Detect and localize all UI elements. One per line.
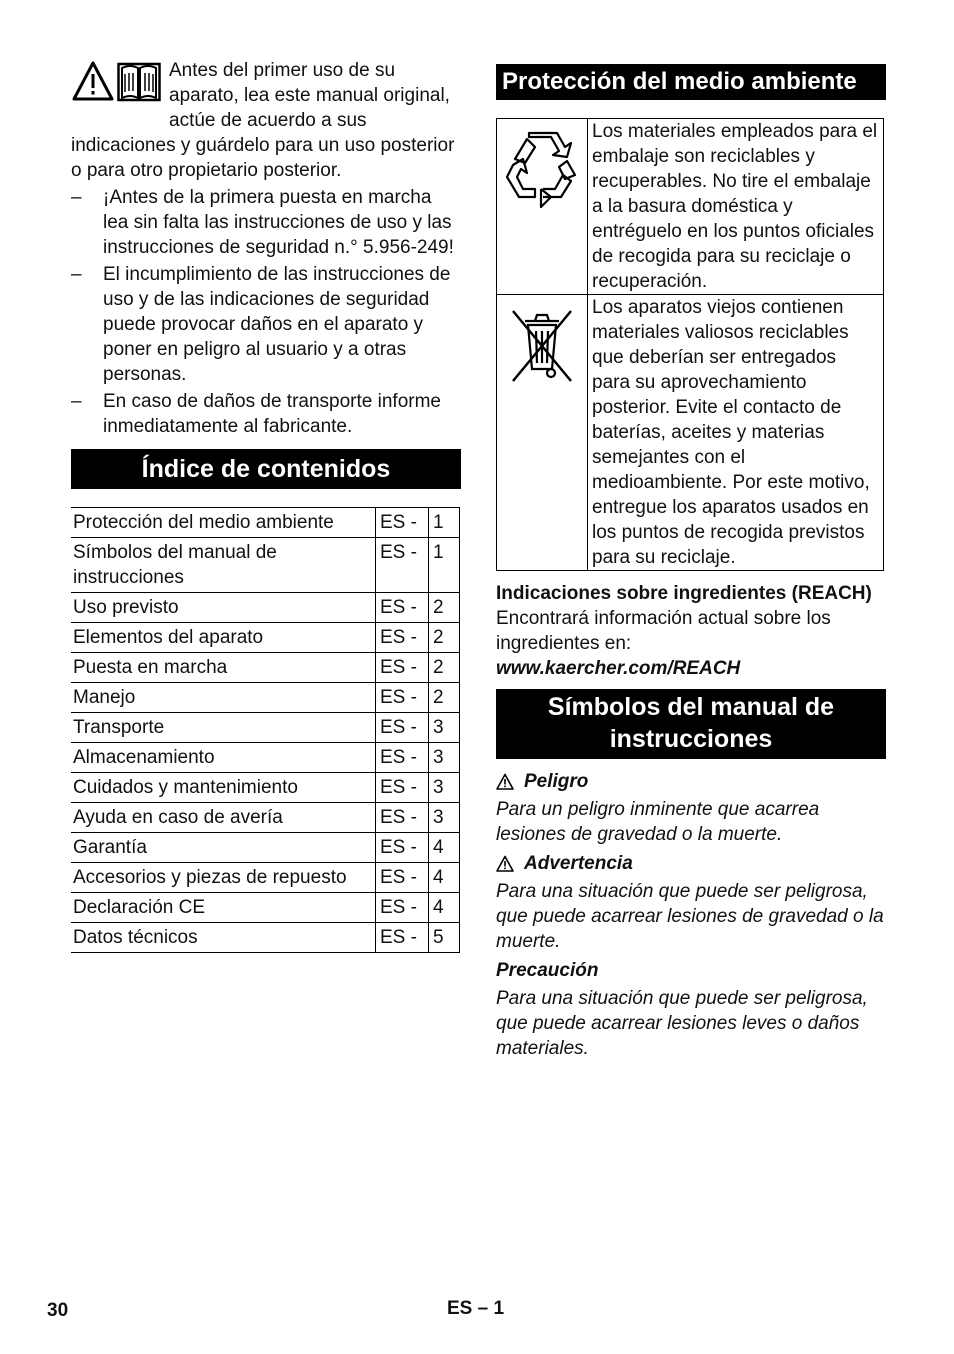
manual-book-icon xyxy=(117,60,161,102)
toc-row xyxy=(71,863,460,893)
toc-row xyxy=(71,508,460,538)
toc-row-lang: ES - xyxy=(376,508,429,538)
toc-row xyxy=(71,803,460,833)
toc-row-label: Transporte xyxy=(71,713,376,743)
warning-triangle-icon xyxy=(496,773,514,790)
toc-row-lang: ES - xyxy=(376,833,429,863)
environment-title: Protección del medio ambiente xyxy=(496,64,886,100)
toc-row xyxy=(71,773,460,803)
page-number: 30 xyxy=(47,1300,69,1321)
toc-row-label: Elementos del aparato xyxy=(71,623,376,653)
toc-row xyxy=(71,538,460,593)
toc-row-lang: ES - xyxy=(376,863,429,893)
crossed-bin-icon xyxy=(509,307,575,385)
toc-row xyxy=(71,713,460,743)
danger-text: Para un peligro inminente que acarrea lesiones de gravedad o la muerte. xyxy=(496,799,820,845)
caution-label: Precaución xyxy=(496,960,599,981)
recycle-icon-cell xyxy=(497,119,588,295)
toc-row-lang: ES - xyxy=(376,683,429,713)
toc-row-label: Declaración CE xyxy=(71,893,376,923)
recycle-row xyxy=(497,119,884,295)
toc-row-label: Protección del medio ambiente xyxy=(71,508,376,538)
intro-icons xyxy=(71,60,161,110)
toc-row-page: 1 xyxy=(429,508,460,538)
intro-bullet-list xyxy=(71,185,461,439)
toc-row-lang: ES - xyxy=(376,773,429,803)
intro-bullet: – ¡Antes de la primera puesta en marcha lea sin falta las instrucciones de uso y las instrucciones de seguridad n.° 5.956-249! xyxy=(71,185,461,260)
toc-row-label: Uso previsto xyxy=(71,593,376,623)
toc-row-page: 3 xyxy=(429,773,460,803)
warning-text: Para una situación que puede ser peligrosa, que puede acarrear lesiones de gravedad o la muerte. xyxy=(496,881,884,952)
reach-link[interactable]: www.kaercher.com/REACH xyxy=(496,658,741,679)
intro-block xyxy=(71,58,461,183)
toc-row-page: 1 xyxy=(429,538,460,593)
toc-row-page: 3 xyxy=(429,713,460,743)
toc-table xyxy=(71,507,460,953)
lang-page-label: ES – 1 xyxy=(447,1298,505,1319)
toc-row-lang: ES - xyxy=(376,803,429,833)
toc-row xyxy=(71,623,460,653)
toc-row xyxy=(71,923,460,953)
recycle-icon xyxy=(505,131,579,211)
weee-icon-cell xyxy=(497,295,588,571)
intro-text: Antes del primer uso de su aparato, lea este manual original, actúe de acuerdo a sus indicaciones y guárdelo para un uso posterior o para otro propietario posterior. xyxy=(71,60,455,181)
environment-table xyxy=(496,118,884,571)
reach-heading: Indicaciones sobre ingredientes (REACH) xyxy=(496,583,872,604)
toc-row xyxy=(71,893,460,923)
reach-text: Encontrará información actual sobre los ingredientes en: xyxy=(496,608,831,654)
toc-row-page: 2 xyxy=(429,623,460,653)
toc-row-label: Almacenamiento xyxy=(71,743,376,773)
toc-row-label: Puesta en marcha xyxy=(71,653,376,683)
caution-text: Para una situación que puede ser peligrosa, que puede acarrear lesiones leves o daños materiales. xyxy=(496,988,868,1059)
weee-text: Los aparatos viejos contienen materiales valiosos reciclables que deberían ser entregados para su aprovechamiento posterior. Evite el contacto de baterías, aceites y materias semejantes con el medioambiente. Por este motivo, entregue los aparatos usados en los puntos de recogida previstos para su reciclaje. xyxy=(588,295,884,571)
toc-row-label: Datos técnicos xyxy=(71,923,376,953)
toc-row-label: Símbolos del manual de instrucciones xyxy=(71,538,376,593)
toc-row-page: 2 xyxy=(429,593,460,623)
weee-row xyxy=(497,295,884,571)
toc-row-label: Ayuda en caso de avería xyxy=(71,803,376,833)
toc-row-lang: ES - xyxy=(376,713,429,743)
toc-row-label: Accesorios y piezas de repuesto xyxy=(71,863,376,893)
warning-label: Advertencia xyxy=(524,853,633,874)
toc-row xyxy=(71,743,460,773)
toc-title: Índice de contenidos xyxy=(71,449,461,489)
toc-row-page: 4 xyxy=(429,893,460,923)
toc-row-label: Manejo xyxy=(71,683,376,713)
warning-triangle-icon xyxy=(496,855,514,872)
toc-row-lang: ES - xyxy=(376,538,429,593)
toc-row-lang: ES - xyxy=(376,593,429,623)
left-column xyxy=(71,58,461,953)
toc-row-lang: ES - xyxy=(376,923,429,953)
toc-row-page: 3 xyxy=(429,743,460,773)
toc-row-lang: ES - xyxy=(376,743,429,773)
toc-row xyxy=(71,833,460,863)
danger-heading xyxy=(496,769,886,794)
intro-bullet: – El incumplimiento de las instrucciones de uso y de las indicaciones de seguridad puede provocar daños en el aparato y poner en peligro al usuario y a otras personas. xyxy=(71,262,461,387)
toc-row-label: Garantía xyxy=(71,833,376,863)
toc-row-page: 3 xyxy=(429,803,460,833)
toc-row xyxy=(71,653,460,683)
toc-row-page: 2 xyxy=(429,683,460,713)
toc-row xyxy=(71,683,460,713)
toc-row-page: 4 xyxy=(429,833,460,863)
toc-row xyxy=(71,593,460,623)
symbols-title: Símbolos del manual de instrucciones xyxy=(496,689,886,759)
toc-row-page: 2 xyxy=(429,653,460,683)
intro-bullet: – En caso de daños de transporte informe inmediatamente al fabricante. xyxy=(71,389,461,439)
toc-row-page: 4 xyxy=(429,863,460,893)
recycle-text: Los materiales empleados para el embalaje son reciclables y recuperables. No tire el embalaje a la basura doméstica y entréguelo en los puntos oficiales de recogida para su reciclaje o recuperación. xyxy=(588,119,884,295)
toc-row-label: Cuidados y mantenimiento xyxy=(71,773,376,803)
warning-heading xyxy=(496,851,886,876)
toc-row-lang: ES - xyxy=(376,893,429,923)
toc-row-page: 5 xyxy=(429,923,460,953)
toc-row-lang: ES - xyxy=(376,623,429,653)
toc-row-lang: ES - xyxy=(376,653,429,683)
right-column xyxy=(496,58,886,1061)
danger-label: Peligro xyxy=(524,771,589,792)
